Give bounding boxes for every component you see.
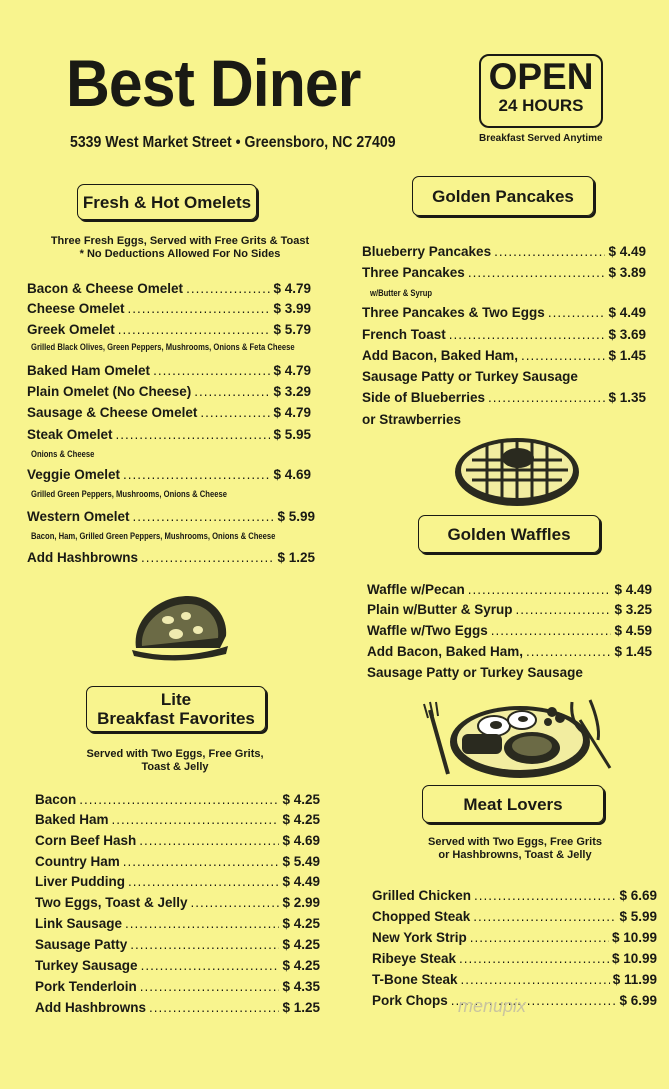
lite-heading (86, 686, 266, 732)
menu-item (372, 909, 657, 926)
item-name: Link Sausage (35, 916, 123, 931)
item-description: Onions & Cheese (31, 449, 95, 459)
hours-label: 24 HOURS (498, 96, 584, 115)
item-price: $ 4.35 (282, 979, 320, 994)
item-price: $ 10.99 (611, 930, 657, 945)
leader-dots (470, 930, 609, 945)
lite-heading-line1: Lite (160, 690, 192, 709)
leader-dots (474, 888, 616, 903)
item-name: Baked Ham Omelet (27, 363, 151, 378)
menu-item (27, 301, 311, 318)
menu-item (362, 305, 646, 322)
item-price: $ 5.49 (282, 854, 320, 869)
meat-lovers-note-line2: or Hashbrowns, Toast & Jelly (438, 849, 592, 861)
item-price: $ 4.49 (608, 244, 646, 259)
leader-dots (125, 916, 279, 931)
item-description: w/Butter & Syrup (370, 288, 433, 298)
leader-dots (521, 348, 605, 363)
meat-lovers-heading: Meat Lovers (422, 785, 604, 823)
leader-dots (200, 405, 270, 420)
item-name: Add Bacon, Baked Ham, (367, 644, 524, 659)
item-name: Pork Chops (372, 993, 448, 1008)
lite-note (70, 748, 280, 774)
item-price: $ 4.79 (273, 405, 311, 420)
open-24-hours-badge (479, 54, 603, 128)
strawberries-line: or Strawberries (362, 412, 462, 427)
item-description: Grilled Green Peppers, Mushrooms, Onions & Cheese (31, 489, 227, 499)
item-name: Add Hashbrowns (35, 1000, 147, 1015)
item-name: Turkey Sausage (35, 958, 138, 973)
item-name: Pork Tenderloin (35, 979, 137, 994)
menu-item (367, 602, 652, 619)
item-name: Ribeye Steak (372, 951, 457, 966)
leader-dots (526, 644, 611, 659)
leader-dots (141, 550, 274, 565)
item-name: Add Hashbrowns (27, 550, 139, 565)
item-name: T-Bone Steak (372, 972, 458, 987)
menu-item (35, 916, 320, 933)
pancake-addon-line: Sausage Patty or Turkey Sausage (362, 369, 578, 384)
menu-item (372, 972, 657, 989)
item-price: $ 6.99 (619, 993, 657, 1008)
item-price: $ 4.69 (273, 467, 311, 482)
item-price: $ 3.69 (608, 327, 646, 342)
menu-item (35, 895, 320, 912)
item-name: French Toast (362, 327, 446, 342)
item-price: $ 3.89 (608, 265, 646, 280)
item-name: Bacon (35, 792, 77, 807)
item-name: Bacon & Cheese Omelet (27, 281, 184, 296)
menu-item (367, 582, 652, 599)
item-name: Blueberry Pancakes (362, 244, 492, 259)
lite-note-line1: Served with Two Eggs, Free Grits, (86, 748, 264, 760)
waffle-illustration-icon (452, 430, 582, 510)
item-name: Two Eggs, Toast & Jelly (35, 895, 188, 910)
item-name: Sausage Patty (35, 937, 128, 952)
menu-item (362, 327, 646, 344)
omelets-heading: Fresh & Hot Omelets (77, 184, 257, 220)
leader-dots (191, 895, 280, 910)
open-label: OPEN (488, 56, 594, 97)
item-name: Corn Beef Hash (35, 833, 137, 848)
lite-heading-line2: Breakfast Favorites (97, 709, 255, 728)
leader-dots (149, 1000, 279, 1015)
menu-item (27, 322, 311, 339)
item-price: $ 4.25 (282, 937, 320, 952)
item-name: Country Ham (35, 854, 120, 869)
item-price: $ 1.35 (608, 390, 646, 405)
item-name: Three Pancakes & Two Eggs (362, 305, 545, 320)
item-price: $ 3.29 (273, 384, 311, 399)
menu-item (27, 467, 311, 484)
item-price: $ 4.69 (282, 833, 320, 848)
item-price: $ 4.49 (282, 874, 320, 889)
item-price: $ 5.99 (277, 509, 315, 524)
leader-dots (186, 281, 270, 296)
item-name: Greek Omelet (27, 322, 115, 337)
leader-dots (123, 467, 270, 482)
leader-dots (194, 384, 270, 399)
leader-dots (494, 244, 605, 259)
menu-item (35, 792, 320, 809)
leader-dots (459, 951, 609, 966)
leader-dots (461, 972, 610, 987)
menu-item (27, 384, 311, 401)
item-name: Plain w/Butter & Syrup (367, 602, 513, 617)
leader-dots (118, 322, 271, 337)
meat-lovers-note (410, 836, 620, 862)
leader-dots (468, 582, 612, 597)
item-name: Side of Blueberries (362, 390, 486, 405)
restaurant-title: Best Diner (66, 46, 361, 120)
item-price: $ 4.59 (614, 623, 652, 638)
item-name: Liver Pudding (35, 874, 126, 889)
item-price: $ 4.79 (273, 363, 311, 378)
leader-dots (153, 363, 270, 378)
menu-item (27, 509, 315, 526)
omelets-note (20, 235, 340, 261)
leader-dots (79, 792, 279, 807)
waffle-addon-line: Sausage Patty or Turkey Sausage (367, 665, 583, 680)
menu-item (362, 348, 646, 365)
omelets-note-line2: * No Deductions Allowed For No Sides (79, 248, 281, 260)
pancakes-heading: Golden Pancakes (412, 176, 594, 216)
item-name: Baked Ham (35, 812, 109, 827)
item-description: Bacon, Ham, Grilled Green Peppers, Mushrooms, Onions & Cheese (31, 531, 276, 541)
item-price: $ 3.25 (614, 602, 652, 617)
menu-item (367, 623, 652, 640)
item-name: Grilled Chicken (372, 888, 472, 903)
item-price: $ 3.99 (273, 301, 311, 316)
item-price: $ 1.45 (608, 348, 646, 363)
leader-dots (449, 327, 606, 342)
watermark: menupix (458, 996, 527, 1016)
item-price: $ 1.25 (277, 550, 315, 565)
menu-item (35, 937, 320, 954)
menu-item (27, 281, 311, 298)
menu-item (35, 854, 320, 871)
item-price: $ 5.79 (273, 322, 311, 337)
menu-item (362, 265, 646, 282)
item-name: Western Omelet (27, 509, 130, 524)
leader-dots (128, 874, 279, 889)
leader-dots (130, 937, 279, 952)
item-price: $ 4.25 (282, 958, 320, 973)
item-name: Plain Omelet (No Cheese) (27, 384, 192, 399)
item-price: $ 1.25 (282, 1000, 320, 1015)
menu-item (367, 644, 652, 661)
item-price: $ 5.95 (273, 427, 311, 442)
menu-item (27, 427, 311, 444)
leader-dots (516, 602, 612, 617)
item-price: $ 4.25 (282, 812, 320, 827)
item-name: New York Strip (372, 930, 467, 945)
menu-item (27, 550, 315, 567)
menu-item (35, 812, 320, 829)
item-price: $ 4.49 (608, 305, 646, 320)
leader-dots (468, 265, 606, 280)
item-price: $ 5.99 (619, 909, 657, 924)
leader-dots (128, 301, 271, 316)
leader-dots (133, 509, 275, 524)
item-name: Cheese Omelet (27, 301, 125, 316)
leader-dots (488, 390, 605, 405)
menu-item (27, 405, 311, 422)
item-price: $ 1.45 (614, 644, 652, 659)
menu-item (35, 979, 320, 996)
leader-dots (473, 909, 616, 924)
menu-item (35, 958, 320, 975)
leader-dots (112, 812, 280, 827)
item-name: Add Bacon, Baked Ham, (362, 348, 519, 363)
leader-dots (491, 623, 612, 638)
leader-dots (140, 979, 280, 994)
item-price: $ 10.99 (611, 951, 657, 966)
steak-and-eggs-illustration-icon (420, 690, 620, 782)
item-name: Sausage & Cheese Omelet (27, 405, 198, 420)
item-description: Grilled Black Olives, Green Peppers, Mushrooms, Onions & Feta Cheese (31, 342, 295, 352)
item-name: Chopped Steak (372, 909, 471, 924)
item-price: $ 4.49 (614, 582, 652, 597)
item-name: Waffle w/Two Eggs (367, 623, 488, 638)
restaurant-address: 5339 West Market Street • Greensboro, NC 27409 (70, 134, 396, 151)
menu-item (372, 930, 657, 947)
menu-item (27, 363, 311, 380)
menu-item (35, 874, 320, 891)
leader-dots (116, 427, 271, 442)
menu-item (362, 390, 646, 407)
item-price: $ 4.25 (282, 792, 320, 807)
menu-item (372, 888, 657, 905)
item-price: $ 11.99 (612, 972, 657, 987)
leader-dots (141, 958, 280, 973)
item-price: $ 4.25 (282, 916, 320, 931)
omelets-note-line1: Three Fresh Eggs, Served with Free Grits & Toast (50, 235, 310, 247)
menu-item (362, 244, 646, 261)
item-name: Three Pancakes (362, 265, 465, 280)
menu-item (35, 833, 320, 850)
item-price: $ 2.99 (282, 895, 320, 910)
omelet-illustration-icon (128, 590, 232, 664)
item-name: Veggie Omelet (27, 467, 121, 482)
item-name: Waffle w/Pecan (367, 582, 465, 597)
leader-dots (139, 833, 279, 848)
meat-lovers-note-line1: Served with Two Eggs, Free Grits (427, 836, 602, 848)
waffles-heading: Golden Waffles (418, 515, 600, 553)
menu-item (372, 951, 657, 968)
leader-dots (548, 305, 606, 320)
item-name: Steak Omelet (27, 427, 113, 442)
breakfast-anytime-note: Breakfast Served Anytime (479, 133, 603, 144)
item-price: $ 4.79 (273, 281, 311, 296)
menu-item (35, 1000, 320, 1017)
item-price: $ 6.69 (619, 888, 657, 903)
lite-note-line2: Toast & Jelly (141, 761, 209, 773)
leader-dots (123, 854, 280, 869)
